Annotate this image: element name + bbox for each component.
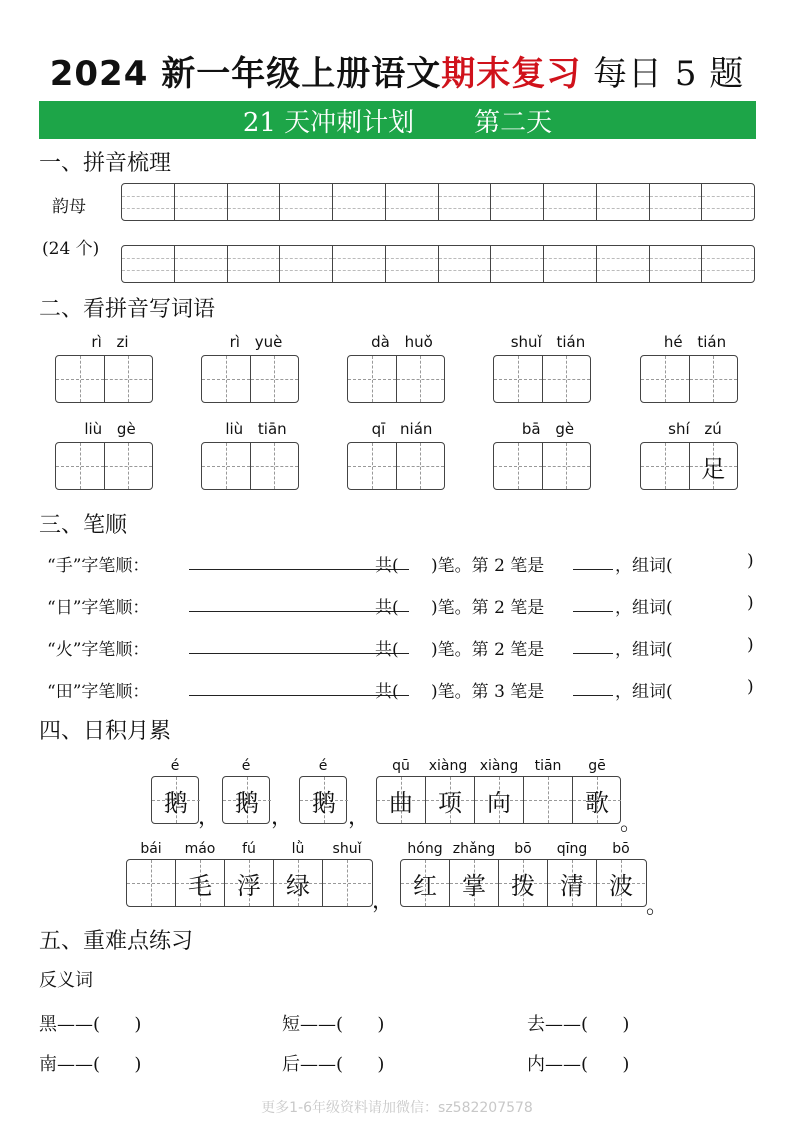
banner-plan: 21 天冲刺计划 — [242, 107, 415, 138]
antonym-label: 反义词 — [39, 970, 93, 991]
tianzige-box[interactable] — [347, 442, 445, 490]
tianzige-box[interactable] — [201, 355, 299, 403]
poem-grid[interactable]: 曲 项 向 歌 — [376, 776, 621, 824]
poem-pinyin: qū — [392, 758, 410, 774]
antonym-item[interactable]: 南——( ) — [39, 1054, 142, 1075]
tianzige-box[interactable]: 足 — [640, 442, 738, 490]
answer-line[interactable] — [573, 695, 613, 696]
word-item — [201, 420, 311, 490]
answer-line[interactable] — [573, 569, 613, 570]
banner-day: 第二天 — [474, 107, 553, 138]
poem-grid[interactable]: 鹅 — [222, 776, 270, 824]
antonym-item[interactable]: 后——( ) — [282, 1054, 385, 1075]
poem-pinyin: bái — [140, 841, 162, 857]
tianzige-box[interactable] — [55, 442, 153, 490]
finals-count-label: (24 个) — [42, 239, 100, 259]
antonym-item[interactable]: 内——( ) — [527, 1054, 630, 1075]
word-item — [55, 333, 165, 403]
poem-pinyin: hóng — [407, 841, 443, 857]
title-highlight: 期末复习 — [441, 54, 582, 94]
poem-pinyin: é — [241, 758, 251, 774]
word-item — [201, 333, 311, 403]
poem-pinyin: é — [170, 758, 180, 774]
answer-line[interactable] — [573, 653, 613, 654]
poem-pinyin: gē — [588, 758, 606, 774]
page-title — [0, 46, 794, 95]
stroke-row: “火”字笔顺： 共( )笔。第 2 笔是 ，组词( ) — [47, 635, 754, 660]
poem-pinyin: máo — [184, 841, 216, 857]
word-item — [493, 333, 603, 403]
poem-pinyin: é — [318, 758, 328, 774]
title-suffix: 每日 5 题 — [581, 54, 745, 94]
antonym-item[interactable]: 黑——( ) — [39, 1014, 142, 1035]
tianzige-box[interactable] — [55, 355, 153, 403]
word-item — [55, 420, 165, 490]
poem-pinyin: xiàng — [479, 758, 519, 774]
pinyin-writing-row-1[interactable] — [121, 183, 755, 221]
punctuation: ， — [348, 805, 371, 830]
poem-pinyin: bō — [514, 841, 532, 857]
poem-grid[interactable]: 毛 浮 绿 — [126, 859, 373, 907]
word-item — [640, 420, 750, 490]
antonym-item[interactable]: 短——( ) — [282, 1014, 385, 1035]
word-pinyin: rì zi — [91, 333, 129, 351]
tianzige-box[interactable] — [493, 442, 591, 490]
antonym-item[interactable]: 去——( ) — [527, 1014, 630, 1035]
poem-pinyin: bō — [612, 841, 630, 857]
word-item — [640, 333, 750, 403]
title-prefix: 2024 新一年级上册语文 — [49, 54, 442, 94]
word-item — [347, 420, 457, 490]
answer-line[interactable] — [573, 611, 613, 612]
section-accumulation: 四、日积月累 — [39, 719, 172, 744]
word-pinyin: rì yuè — [229, 333, 283, 351]
finals-label: 韵母 — [52, 197, 86, 217]
section-write-words: 二、看拼音写词语 — [39, 297, 216, 322]
punctuation: ， — [198, 805, 221, 830]
poem-pinyin: shuǐ — [332, 841, 362, 857]
pinyin-writing-row-2[interactable] — [121, 245, 755, 283]
stroke-row: “日”字笔顺： 共( )笔。第 2 笔是 ，组词( ) — [47, 593, 754, 618]
poem-grid[interactable]: 红 掌 拨 清 波 — [400, 859, 647, 907]
stroke-row: “田”字笔顺： 共( )笔。第 3 笔是 ，组词( ) — [47, 677, 754, 702]
poem-pinyin: lǜ — [291, 841, 305, 857]
poem-pinyin: fú — [242, 841, 256, 857]
section-pinyin-review: 一、拼音梳理 — [39, 151, 172, 176]
word-item — [347, 333, 457, 403]
stroke-row: “手”字笔顺： 共( )笔。第 2 笔是 ，组词( ) — [47, 551, 754, 576]
poem-pinyin: qīng — [556, 841, 588, 857]
tianzige-box[interactable] — [201, 442, 299, 490]
section-key-practice: 五、重难点练习 — [39, 929, 194, 954]
punctuation: 。 — [646, 894, 669, 919]
word-pinyin: liù tiān — [225, 420, 287, 438]
punctuation: ， — [372, 889, 395, 914]
plan-banner — [39, 101, 756, 139]
word-pinyin: dà huǒ — [371, 333, 433, 351]
poem-pinyin: xiàng — [428, 758, 468, 774]
word-pinyin: shuǐ tián — [510, 333, 586, 351]
tianzige-box[interactable] — [493, 355, 591, 403]
watermark-footer: 更多1-6年级资料请加微信：sz582207578 — [261, 1100, 533, 1116]
word-pinyin: bā gè — [521, 420, 575, 438]
word-item — [493, 420, 603, 490]
poem-grid[interactable]: 鹅 — [151, 776, 199, 824]
word-pinyin: hé tián — [663, 333, 727, 351]
punctuation: ， — [271, 805, 294, 830]
section-stroke-order: 三、笔顺 — [39, 513, 128, 538]
word-pinyin: shí zú — [668, 420, 722, 438]
punctuation: 。 — [620, 811, 643, 836]
word-pinyin: liù gè — [84, 420, 136, 438]
tianzige-box[interactable] — [347, 355, 445, 403]
poem-pinyin: zhǎng — [452, 841, 496, 857]
tianzige-box[interactable] — [640, 355, 738, 403]
poem-grid[interactable]: 鹅 — [299, 776, 347, 824]
word-pinyin: qī nián — [371, 420, 433, 438]
poem-pinyin: tiān — [534, 758, 562, 774]
